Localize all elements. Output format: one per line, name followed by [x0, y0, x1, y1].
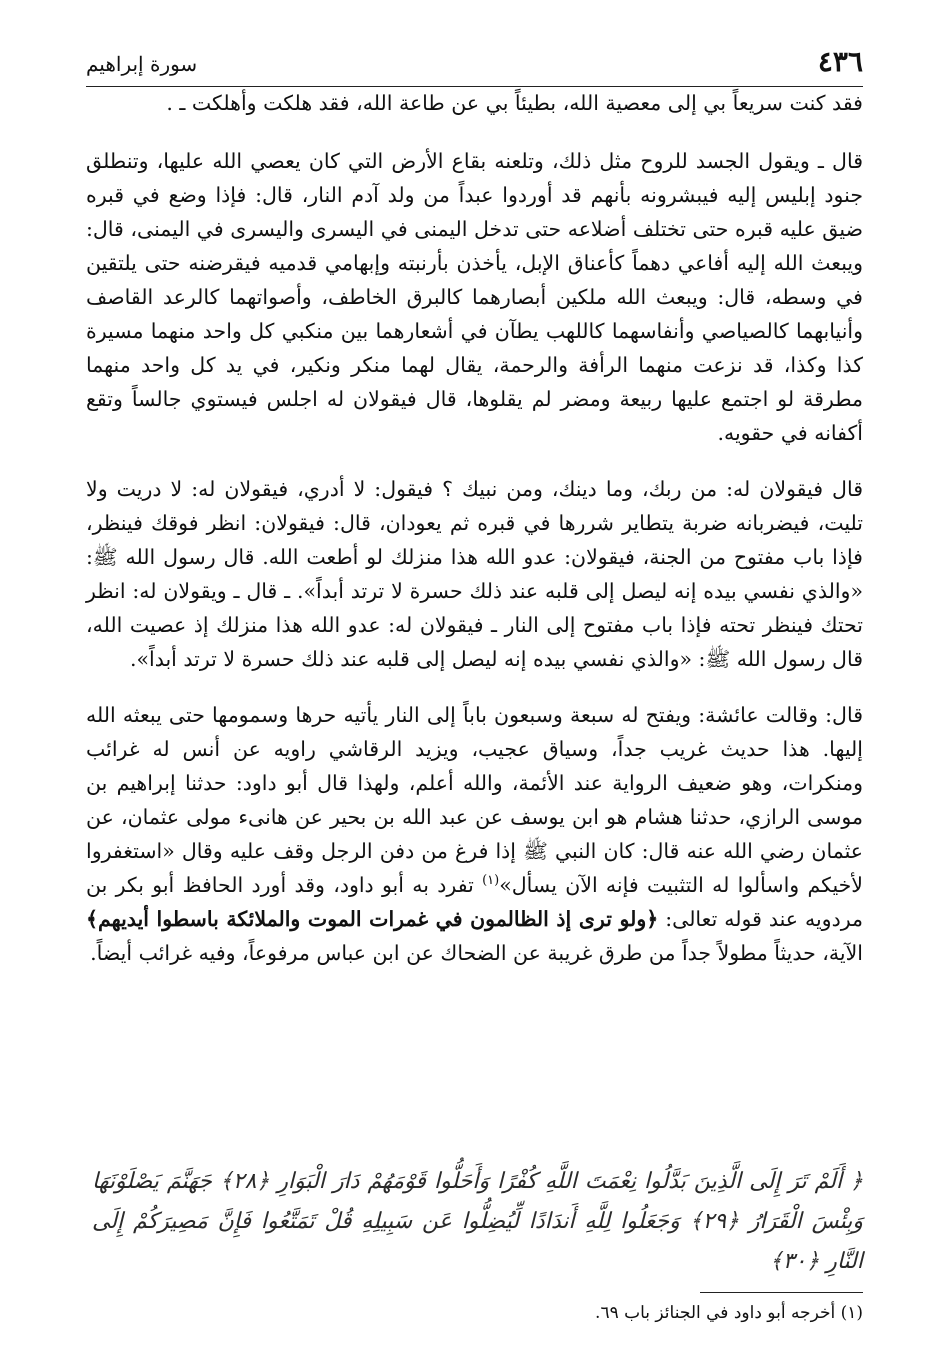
paragraph-4-text-c: الآية، حديثاً مطولاً جداً من طرق غريبة عن الضحاك عن ابن عباس مرفوعاً، وفيه غرائب أيضاً.	[90, 941, 863, 965]
body-text	[86, 86, 863, 992]
paragraph-2: قال ـ ويقول الجسد للروح مثل ذلك، وتلعنه بقاع الأرض التي كان يعصي الله عليها، وتنطلق جنود إبليس إليه فيبشرونه بأنهم قد أوردوا عبداً من ولد آدم النار، قال: فإذا وضع في قبره ضيق عليه قبره حتى تختلف أضلاعه حتى تدخل اليمنى في اليسرى واليسرى في اليمنى، قال: ويبعث الله إليه أفاعي دهماً كأعناق الإبل، يأخذن بأرنبته وإبهامي قدميه فيقرضنه حتى يلتقين في وسطه، قال: ويبعث الله ملكين أبصارهما كالبرق الخاطف، وأصواتهما كالرعد القاصف وأنيابهما كالصياصي وأنفاسهما كاللهب يطآن في أشعارهما بين منكبي كل واحد منهما مسيرة كذا وكذا، قد نزعت منهما الرأفة والرحمة، يقال لهما منكر ونكير، في يد كل واحد منهما مطرقة لو اجتمع عليها ربيعة ومضر لم يقلوها، قال فيقولان له اجلس فيستوي جالساً وتقع أكفانه في حقويه.	[86, 149, 863, 445]
quran-verses: ﴿ أَلَمْ تَرَ إِلَى الَّذِينَ بَدَّلُوا نِعْمَتَ اللَّهِ كُفْرًا وَأَحَلُّوا قَوْمَهُمْ دَارَ الْبَوَارِ ﴿٢٨﴾ جَهَنَّمَ يَصْلَوْنَهَا وَبِئْسَ الْقَرَارُ ﴿٢٩﴾ وَجَعَلُوا لِلَّهِ أَندَادًا لِّيُضِلُّوا عَن سَبِيلِهِ قُلْ تَمَتَّعُوا فَإِنَّ مَصِيرَكُمْ إِلَى النَّارِ ﴿٣٠﴾	[92, 1169, 864, 1274]
footnote-divider	[700, 1292, 863, 1293]
paragraph-3: قال فيقولان له: من ربك، وما دينك، ومن نبيك ؟ فيقول: لا أدري، فيقولان له: لا دريت ولا تليت، فيضربانه ضربة يتطاير شررها في قبره ثم يعودان، قال: فيقولان: انظر فوقك فينظر، فإذا باب مفتوح من الجنة، فيقولان: عدو الله هذا منزلك لو أطعت الله. قال رسول الله ﷺ: «والذي نفسي بيده إنه ليصل إلى قلبه عند ذلك حسرة لا ترتد أبداً». ـ قال ـ ويقولان له: انظر تحتك فينظر تحته فإذا باب مفتوح إلى النار ـ فيقولان له: عدو الله هذا منزلك إذ عصيت الله، قال رسول الله ﷺ: «والذي نفسي بيده إنه ليصل إلى قلبه عند ذلك حسرة لا ترتد أبداً».	[86, 477, 863, 671]
paragraph-4-text-a: قال: وقالت عائشة: ويفتح له سبعة وسبعون باباً إلى النار يأتيه حرها وسمومها حتى يبعثه الله إليها. هذا حديث غريب جداً، وسياق عجيب، ويزيد الرقاشي راويه عن أنس له غرائب ومنكرات، وهو ضعيف الرواية عند الأئمة، والله أعلم، ولهذا قال أبو داود: حدثنا إبراهيم بن موسى الرازي، حدثنا هشام هو ابن يوسف عن عبد الله بن بحير عن هانىء مولى عثمان، عن عثمان رضي الله عنه قال: كان النبي ﷺ إذا فرغ من دفن الرجل وقف عليه وقال «استغفروا لأخيكم واسألوا له التثبيت فإنه الآن يسأل»	[86, 703, 863, 897]
paragraph-4	[86, 698, 863, 970]
surah-title: سورة إبراهيم	[86, 52, 198, 76]
page-number: ٤٣٦	[817, 45, 863, 78]
footnote: (١) أخرجه أبو داود في الجنائز باب ٦٩.	[595, 1303, 863, 1323]
footnote-reference: (١)	[482, 873, 500, 889]
paragraph-1: فقد كنت سريعاً بي إلى معصية الله، بطيئاً بي عن طاعة الله، فقد هلكت وأهلكت ـ .	[166, 91, 863, 115]
page-header	[86, 40, 863, 87]
quoted-verse: ﴿ولو ترى إذ الظالمون في غمرات الموت والملائكة باسطوا أيديهم﴾	[86, 907, 659, 931]
paragraph-4-text-b: تفرد به أبو داود، وقد أورد الحافظ أبو بكر بن مردويه عند قوله تعالى:	[86, 873, 863, 931]
